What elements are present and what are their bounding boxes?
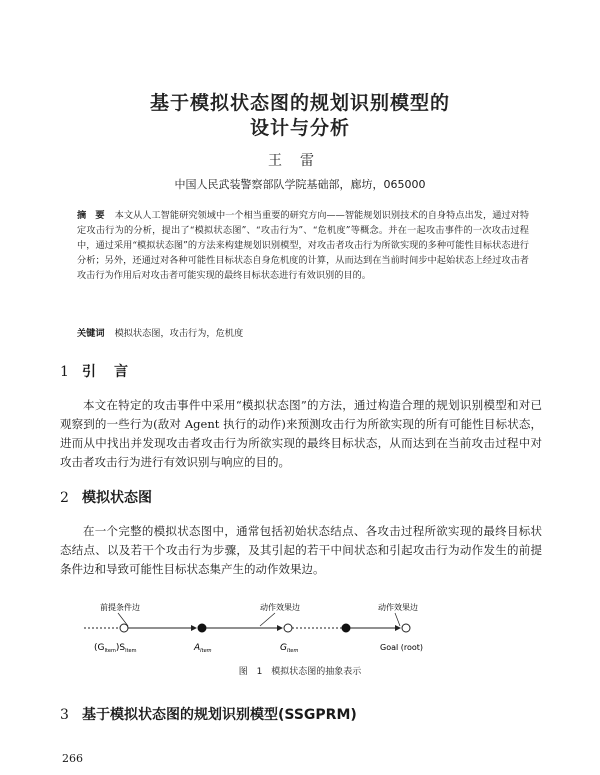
node-label-a-main: A [194,643,201,653]
section-3-heading [60,704,357,724]
state-node-g [284,624,292,632]
section-3-number: 3 [60,707,69,723]
node-label-g2-sub: Item [286,648,299,654]
node-label-g [94,643,137,654]
section-1-number: 1 [60,364,69,380]
state-node-s [120,624,128,632]
section-1-paragraph: 本文在特定的攻击事件中采用“模拟状态图”的方法，通过构造合理的规划识别模型和对已观察到的一些行为(敌对 Agent 执行的动作)来预测攻击行为所欲实现的所有可能性目标状态，进而从中找出并发现攻击者攻击行为所欲实现的最终目标状态，从而达到在当前攻击过程中对攻击者攻击行为进行有效识别与响应的目的。 [60,398,542,469]
precondition-edge-label: 前提条件边 [100,603,140,612]
node-label-a-sub: Item [200,648,212,654]
effect-pointer-1 [260,613,275,626]
action-node-a [198,624,206,632]
figure-caption: 图 1 模拟状态图的抽象表示 [238,667,362,677]
section-2-number: 2 [60,490,69,506]
author-affiliation: 中国人民武装警察部队学院基础部，廊坊，065000 [174,178,426,191]
keywords [77,325,529,339]
section-2-heading [60,487,152,507]
keywords-label: 关键词 [77,328,105,339]
node-label-a [193,643,212,654]
goal-node [402,624,410,632]
abstract-label: 摘 要 [77,210,105,221]
keywords-text: 模拟状态图，攻击行为，危机度 [114,328,244,339]
node-label-g2-main: G [280,643,287,653]
node-label-g2 [280,643,298,654]
state-graph-figure [80,598,520,660]
node-label-g-sub: Item [104,648,116,654]
author-name: 王雷 [268,153,332,169]
effect-edge-label-2: 动作效果边 [378,603,418,612]
effect-pointer-2 [395,613,400,626]
abstract-text: 本文从人工智能研究领域中一个相当重要的研究方向——智能规划识别技术的自身特点出发，通过对特定攻击行为的分析，提出了“模拟状态图”、“攻击行为”、“危机度”等概念。并在一起攻击事件的一次攻击过程中，通过采用“模拟状态图”的方法来构建规划识别模型，对攻击者攻击行为所欲实现的多种可能性目标状态进行分析；另外，还通过对各种可能性目标状态自身危机度的计算，从而达到在当前时间步中起始状态上经过攻击者攻击行为作用后对攻击者可能实现的最终目标状态进行有效识别的目的。 [77,210,530,281]
abstract [77,208,529,283]
node-label-s-sub: Item [125,648,137,654]
action-node-b [342,624,350,632]
paper-title-line1: 基于模拟状态图的规划识别模型的 [149,92,450,114]
node-label-goal: Goal (root) [380,643,424,652]
section-1-title: 引言 [82,364,146,380]
node-label-s-main: )S [115,643,126,653]
section-3-title: 基于模拟状态图的规划识别模型(SSGPRM) [82,707,357,723]
effect-edge-label-1: 动作效果边 [260,603,300,612]
node-label-g-main: (G [94,643,105,653]
paper-title-line2: 设计与分析 [249,117,350,139]
section-1-heading [60,361,146,381]
section-2-paragraph: 在一个完整的模拟状态图中，通常包括初始状态结点、各攻击过程所欲实现的最终目标状态结点、以及若干个攻击行为步骤，及其引起的若干中间状态和引起攻击行为动作发生的前提条件边和导致可能性目标状态集产生的动作效果边。 [60,524,542,576]
page-number: 266 [62,752,83,765]
section-2-title: 模拟状态图 [82,490,152,506]
